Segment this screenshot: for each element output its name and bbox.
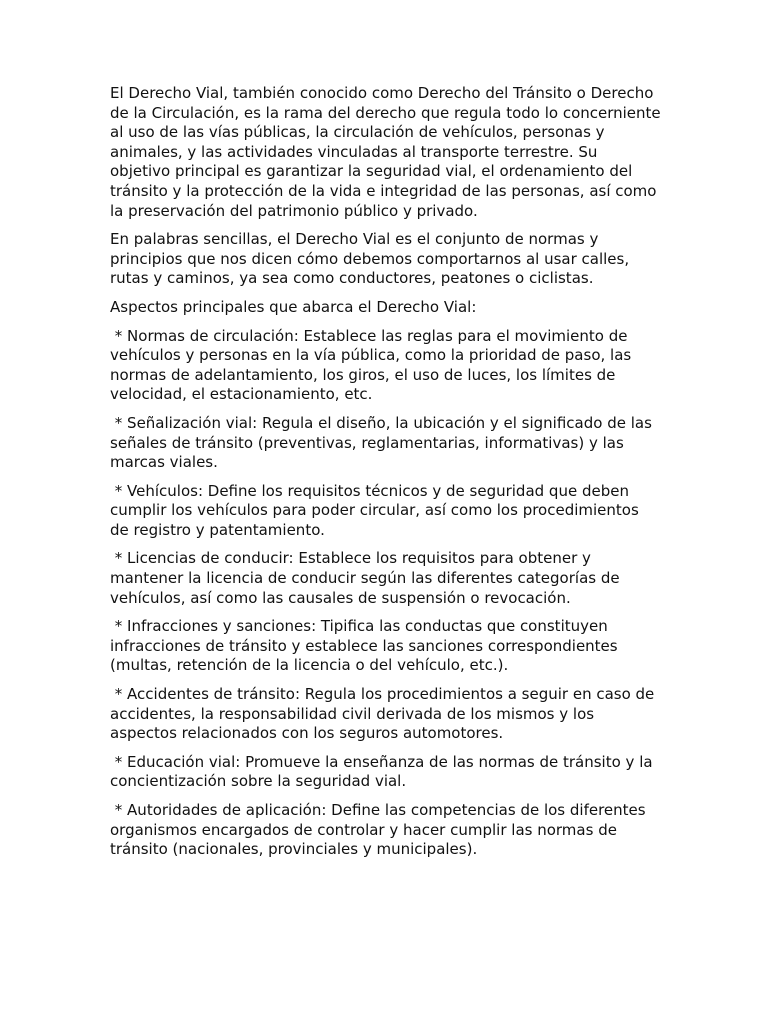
list-item xyxy=(110,482,662,541)
list-item xyxy=(110,414,662,473)
bullet-marker: * xyxy=(110,617,128,636)
aspects-list xyxy=(110,327,662,860)
list-item-text: Licencias de conducir: Establece los requisitos para obtener y mantener la licencia de conducir según las diferentes categorías de vehículos, así como las causales de suspensión o revocación. xyxy=(110,549,620,607)
list-item xyxy=(110,685,662,744)
bullet-marker: * xyxy=(110,549,128,568)
list-item-text: Vehículos: Define los requisitos técnicos y de seguridad que deben cumplir los vehículos para poder circular, así como los procedimientos de registro y patentamiento. xyxy=(110,481,639,539)
intro-paragraph: El Derecho Vial, también conocido como Derecho del Tránsito o Derecho de la Circulación, es la rama del derecho que regula todo lo concerniente al uso de las vías públicas, la circulación de vehículos, personas y animales, y las actividades vinculadas al transporte terrestre. Su objetivo principal es garantizar la seguridad vial, el ordenamiento del tránsito y la protección de la vida e integridad de las personas, así como la preservación del patrimonio público y privado. xyxy=(110,84,661,220)
bullet-marker: * xyxy=(110,326,128,345)
list-item xyxy=(110,617,662,676)
bullet-marker: * xyxy=(110,685,128,704)
list-item xyxy=(110,801,662,860)
list-item-text: Autoridades de aplicación: Define las competencias de los diferentes organismos encargados de controlar y hacer cumplir las normas de tránsito (nacionales, provinciales y municipales). xyxy=(110,801,646,859)
document-page xyxy=(110,84,662,869)
list-item xyxy=(110,327,662,405)
list-item-text: Accidentes de tránsito: Regula los procedimientos a seguir en caso de accidentes, la responsabilidad civil derivada de los mismos y los aspectos relacionados con los seguros automotores. xyxy=(110,685,655,743)
list-heading: Aspectos principales que abarca el Derecho Vial: xyxy=(110,297,477,316)
list-item xyxy=(110,753,662,792)
bullet-marker: * xyxy=(110,481,128,500)
bullet-marker: * xyxy=(110,752,128,771)
list-item-text: Normas de circulación: Establece las reglas para el movimiento de vehículos y personas en la vía pública, como la prioridad de paso, las normas de adelantamiento, los giros, el uso de luces, los límites de velocidad, el estacionamiento, etc. xyxy=(110,326,632,404)
list-item-text: Educación vial: Promueve la enseñanza de las normas de tránsito y la concientización sobre la seguridad vial. xyxy=(110,752,653,791)
bullet-marker: * xyxy=(110,413,128,432)
bullet-marker: * xyxy=(110,801,128,819)
summary-paragraph: En palabras sencillas, el Derecho Vial es el conjunto de normas y principios que nos dicen cómo debemos comportarnos al usar calles, rutas y caminos, ya sea como conductores, peatones o ciclistas. xyxy=(110,230,630,288)
list-item xyxy=(110,549,662,608)
list-item-text: Infracciones y sanciones: Tipifica las conductas que constituyen infracciones de tránsito y establece las sanciones correspondientes (multas, retención de la licencia o del vehículo, etc.). xyxy=(110,617,618,675)
list-item-text: Señalización vial: Regula el diseño, la ubicación y el significado de las señales de tránsito (preventivas, reglamentarias, informativas) y las marcas viales. xyxy=(110,413,652,472)
